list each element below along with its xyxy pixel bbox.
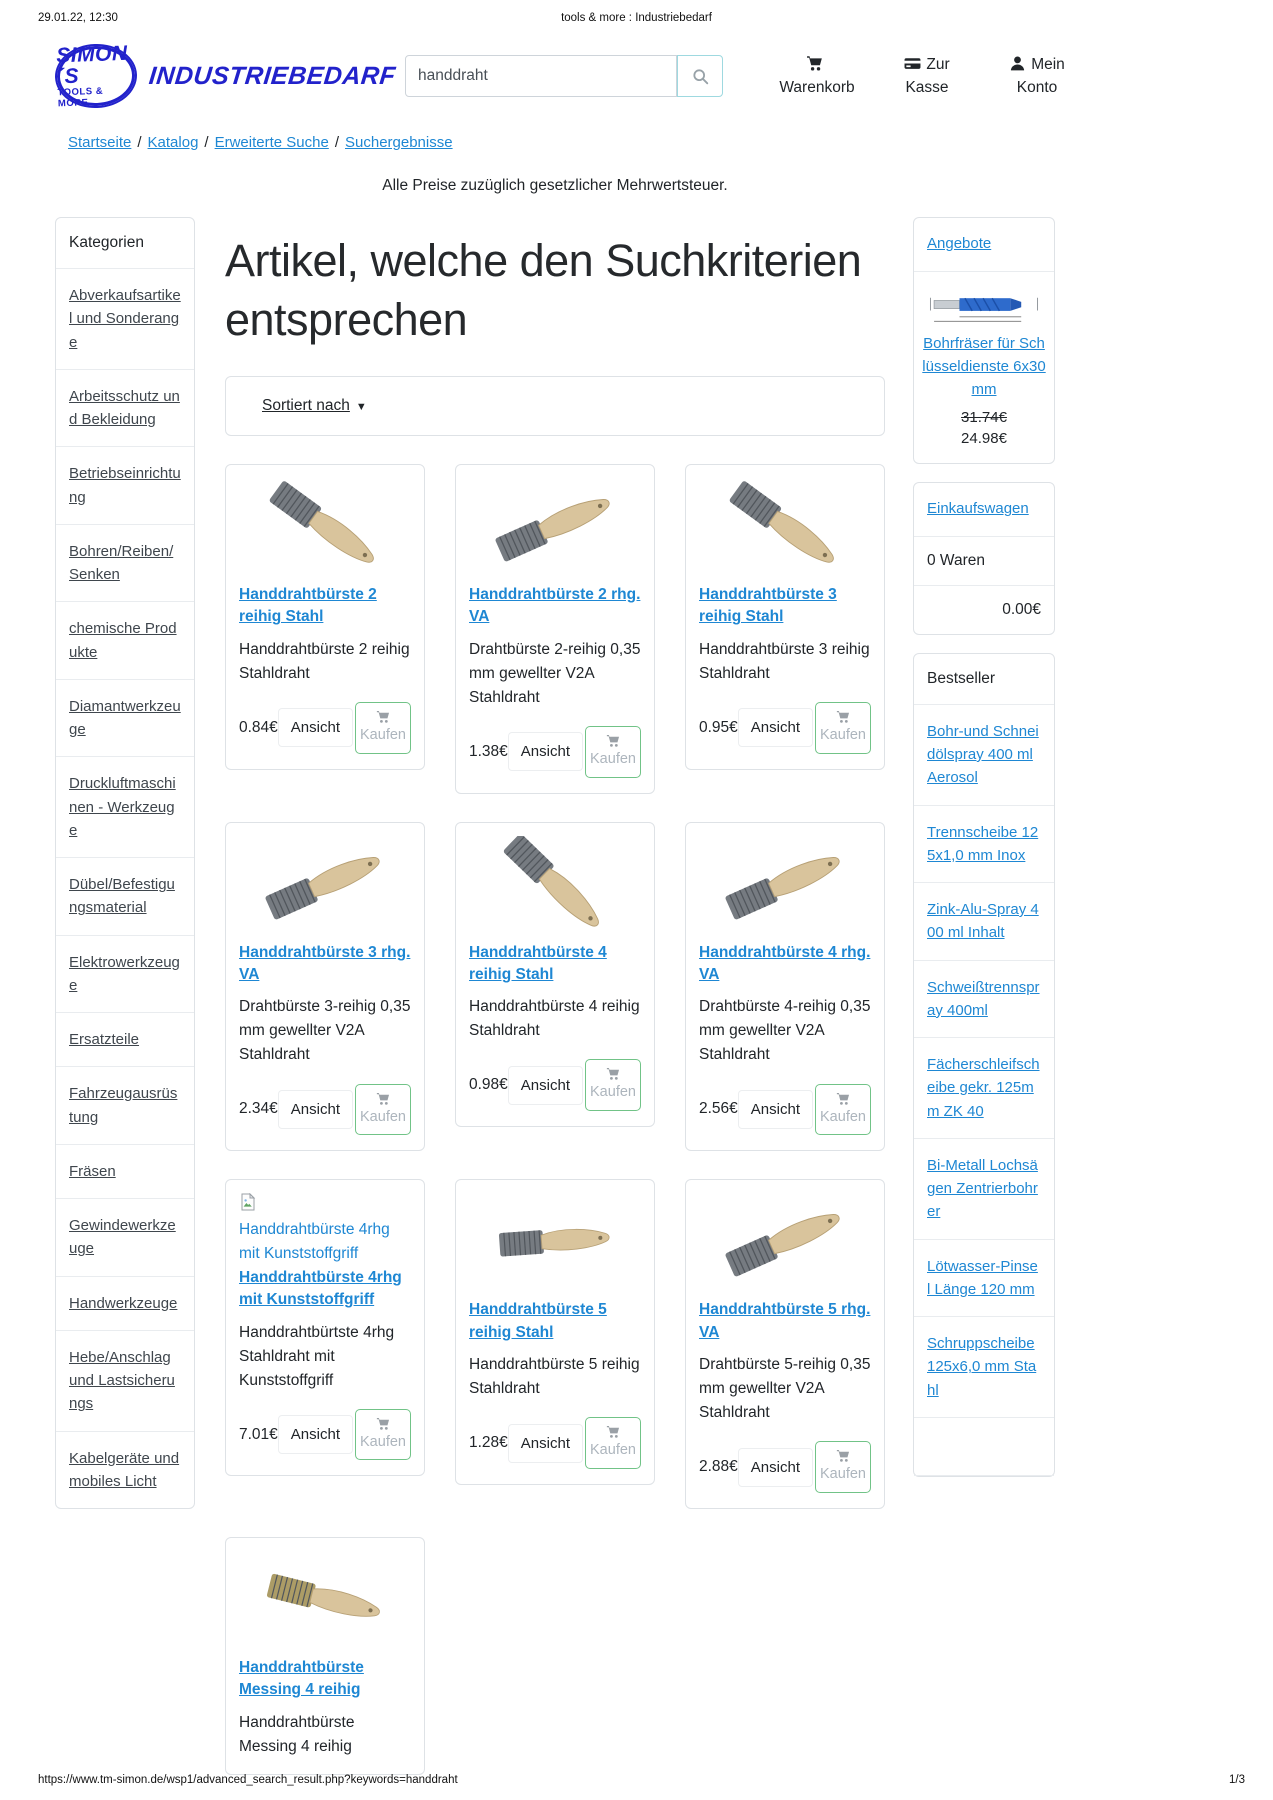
price-row [699,1441,871,1493]
chevron-down-icon: ▼ [355,400,367,413]
bestseller-item[interactable] [914,705,1054,806]
product-image [699,836,871,932]
search-input[interactable] [405,55,677,97]
bestseller-link[interactable]: Zink-Alu-Spray 400 ml Inhalt [927,901,1039,942]
breadcrumb-catalog[interactable]: Katalog [147,134,199,151]
wire-brush-image [716,478,855,574]
offers-header [914,218,1054,272]
bestseller-item[interactable] [914,806,1054,884]
price-row [239,702,411,754]
product-price: 0.98€ [469,1076,508,1094]
category-link[interactable]: Bohren/Reiben/Senken [69,542,174,583]
image-alt-text: Handdrahtbürste 4rhg mit Kunststoffgriff [239,1221,390,1262]
wire-brush-image [488,836,622,932]
offers-link[interactable]: Angebote [927,235,992,252]
broken-product-image [239,1193,411,1265]
product-title-link[interactable]: Handdrahtbürste 4 reihig Stahl [469,943,607,983]
view-button[interactable]: Ansicht [738,1448,813,1487]
bestseller-item[interactable] [914,1317,1054,1418]
product-image [239,1551,411,1647]
breadcrumb-separator: / [334,134,339,151]
sidebar-item-chemische-produkte[interactable] [56,602,194,680]
cart-total: 0.00€ [1002,600,1041,618]
buy-button[interactable] [815,1441,871,1493]
view-button[interactable]: Ansicht [278,1415,353,1454]
product-description: Handdrahtbürste 5 reihig Stahldraht [469,1356,640,1398]
product-title-link[interactable]: Handdrahtbürste 5 rhg. VA [699,1301,871,1341]
logo-name: SIMON´S [55,41,128,89]
buy-button-label: Kaufen [360,726,406,743]
breadcrumb-separator: / [204,134,209,151]
logo-subtitle: TOOLS & MORE [57,85,104,110]
product-card [685,822,885,1152]
buy-button-label: Kaufen [820,1466,866,1483]
view-button[interactable]: Ansicht [738,1090,813,1129]
product-card [225,1179,425,1476]
print-datetime: 29.01.22, 12:30 [38,12,118,24]
product-description: Drahtbürste 5-reihig 0,35 mm gewellter V2A Stahldraht [699,1356,871,1422]
bestseller-link[interactable]: Fächerschleifscheibe gekr. 125mm ZK 40 [927,1056,1040,1120]
credit-card-icon [904,55,921,72]
account-link-label: Mein Konto [1016,55,1065,96]
buy-button[interactable] [355,1409,411,1461]
offer-price: 24.98€ [961,430,1007,448]
cart-icon [605,1425,621,1439]
wire-brush-image [714,836,855,932]
right-sidebar [913,217,1055,1495]
breadcrumb-advanced-search[interactable]: Erweiterte Suche [214,134,329,151]
offer-body [914,272,1054,464]
buy-button[interactable] [815,1084,871,1136]
product-card [455,464,655,794]
sidebar-item-elektrowerkzeuge[interactable] [56,936,194,1014]
cart-icon [806,55,823,72]
wire-brush-image [484,478,625,574]
product-card [685,464,885,770]
cart-icon [375,1092,391,1106]
bestseller-item[interactable] [914,1038,1054,1139]
product-description: Drahtbürste 3-reihig 0,35 mm gewellter V2A Stahldraht [239,998,411,1064]
buy-button-label: Kaufen [590,1084,636,1101]
categories-title: Kategorien [56,218,194,269]
sidebar-item-arbeitsschutz[interactable] [56,370,194,448]
product-title-link[interactable]: Handdrahtbürste Messing 4 reihig [239,1658,364,1699]
category-link[interactable]: Ersatzteile [69,1031,140,1048]
sidebar-item-duebel[interactable] [56,858,194,936]
product-description: Drahtbürste 2-reihig 0,35 mm gewellter V2A Stahldraht [469,640,641,706]
category-link[interactable]: Dübel/Befestigungsmaterial [69,876,175,917]
category-link[interactable]: chemische Produkte [69,620,177,661]
category-link[interactable]: Kabelgeräte und mobiles Licht [69,1449,180,1490]
bestseller-link[interactable]: Schweißtrennspray 400ml [927,978,1040,1019]
product-description: Drahtbürste 4-reihig 0,35 mm gewellter V2A Stahldraht [699,998,871,1064]
sort-dropdown[interactable]: Sortiert nach [262,396,350,414]
buy-button[interactable] [585,1059,641,1111]
categories-sidebar [55,217,195,1509]
buy-button-label: Kaufen [820,1108,866,1125]
bestseller-card [913,653,1055,1477]
cart-icon [375,1417,391,1431]
product-image [469,1193,641,1289]
product-image [469,836,641,932]
view-button[interactable]: Ansicht [508,1066,583,1105]
product-card [225,464,425,770]
product-description: Handdrahtbürtste 4rhg Stahldraht mit Kunststoffgriff [239,1323,395,1389]
content-columns [0,217,1273,1775]
site-logo[interactable] [55,41,397,110]
bestseller-item-clipped [914,1418,1054,1476]
buy-button-label: Kaufen [820,726,866,743]
account-link[interactable] [991,53,1083,100]
product-title-link[interactable]: Handdrahtbürste 3 reihig Stahl [699,585,837,626]
categories-card [55,217,195,1509]
product-card [225,1537,425,1775]
view-button[interactable]: Ansicht [278,1090,353,1129]
category-link[interactable]: Hebe/Anschlag und Lastsicherungs [69,1348,175,1413]
product-price: 0.95€ [699,718,738,736]
cart-item-count: 0 Waren [914,537,1054,586]
bestseller-title: Bestseller [914,654,1054,705]
breadcrumb-home[interactable]: Startseite [68,134,132,151]
product-image [239,836,411,932]
cart-link[interactable] [771,53,863,100]
buy-button[interactable] [355,702,411,754]
product-price: 2.34€ [239,1100,278,1118]
search-icon [692,68,709,85]
buy-button-label: Kaufen [590,1442,636,1459]
category-link[interactable]: Diamantwerkzeuge [69,697,181,738]
cart-icon [835,1449,851,1463]
cart-summary-link[interactable]: Einkaufswagen [927,500,1029,518]
product-card [225,822,425,1152]
bestseller-item[interactable] [914,961,1054,1039]
product-price: 2.88€ [699,1458,738,1476]
category-link[interactable]: Abverkaufsartikel und Sonderange [69,287,181,351]
price-row [469,1417,641,1469]
print-page-indicator: 1/3 [1229,1774,1245,1786]
cart-icon [835,710,851,724]
price-row [699,1084,871,1136]
sidebar-item-betriebseinrichtung[interactable] [56,447,194,525]
sidebar-item-fahrzeugausruestung[interactable] [56,1067,194,1145]
price-row [469,726,641,778]
broken-image-icon [239,1193,257,1211]
sidebar-item-diamantwerkzeuge[interactable] [56,680,194,758]
sidebar-item-kabelgeraete[interactable] [56,1432,194,1509]
product-title-link[interactable]: Handdrahtbürste 3 rhg. VA [239,943,411,983]
product-card [455,822,655,1128]
category-link[interactable]: Fräsen [69,1162,116,1180]
offer-old-price: 31.74€ [961,409,1007,427]
category-link[interactable]: Fahrzeugausrüstung [69,1085,178,1126]
price-row [239,1084,411,1136]
buy-button[interactable] [815,702,871,754]
wire-brush-image [256,478,395,574]
bestseller-link[interactable]: Lötwasser-Pinsel Länge 120 mm [927,1257,1038,1298]
bestseller-item[interactable] [914,883,1054,961]
product-image [699,478,871,574]
product-price: 1.28€ [469,1434,508,1452]
product-image [239,478,411,574]
product-title-link[interactable]: Handdrahtbürste 2 reihig Stahl [239,585,377,626]
search-bar [405,55,723,97]
bestseller-link[interactable]: Schruppscheibe 125x6,0 mm Stahl [927,1335,1037,1399]
cart-icon [835,1092,851,1106]
offers-card [913,217,1055,464]
cart-icon [375,710,391,724]
bestseller-link[interactable]: Trennscheibe 125x1,0 mm Inox [927,823,1039,864]
product-description: Handdrahtbürste 4 reihig Stahldraht [469,998,640,1040]
category-link[interactable]: Elektrowerkzeuge [69,953,180,994]
tax-notice: Alle Preise zuzüglich gesetzlicher Mehrwertsteuer. [382,177,728,194]
product-image [699,1193,871,1289]
logo-oval [54,43,138,110]
price-row [239,1409,411,1461]
view-button[interactable]: Ansicht [508,732,583,771]
bestseller-link[interactable]: Bohr-und Schneidölspray 400 ml Aerosol [927,722,1039,787]
product-title-link[interactable]: Handdrahtbürste 4rhg mit Kunststoffgriff [239,1268,402,1309]
price-row [469,1059,641,1111]
category-link[interactable]: Betriebseinrichtung [69,465,181,506]
product-title-link[interactable]: Handdrahtbürste 2 rhg. VA [469,585,641,626]
wire-brush-image [254,836,395,932]
cart-icon [605,1067,621,1081]
buy-button[interactable] [585,1417,641,1469]
checkout-link[interactable] [881,53,973,100]
product-description: Handdrahtbürste 3 reihig Stahldraht [699,640,870,682]
brass-wire-brush-image [259,1557,391,1642]
cart-link-label: Warenkorb [779,79,855,96]
breadcrumb-search-results[interactable]: Suchergebnisse [345,134,453,151]
buy-button-label: Kaufen [590,750,636,767]
search-results-main [225,217,885,1775]
header-nav [771,53,1083,100]
print-document-title: tools & more : Industriebedarf [561,12,712,24]
product-title-link[interactable]: Handdrahtbürste 4 rhg. VA [699,943,871,983]
offer-product-link[interactable]: Bohrfräser für Schlüsseldienste 6x30mm [922,334,1046,398]
category-link[interactable]: Druckluftmaschinen - Werkzeuge [69,775,176,839]
product-grid [225,464,885,1775]
search-button[interactable] [677,55,723,97]
view-button[interactable]: Ansicht [738,708,813,747]
sidebar-item-gewindewerkzeuge[interactable] [56,1199,194,1277]
product-image [469,478,641,574]
breadcrumb-separator: / [137,134,142,151]
sidebar-item-druckluftmaschinen[interactable] [56,757,194,858]
product-price: 1.38€ [469,742,508,760]
cart-summary-header [914,483,1054,537]
sort-bar [225,376,885,436]
wire-brush-image [714,1193,855,1289]
buy-button-label: Kaufen [360,1433,406,1450]
view-button[interactable]: Ansicht [508,1424,583,1463]
bestseller-item[interactable] [914,1240,1054,1318]
logo-brand-text: INDUSTRIEBEDARF [147,61,397,90]
wire-brush-image [494,1210,615,1273]
print-url: https://www.tm-simon.de/wsp1/advanced_search_result.php?keywords=handdraht [38,1774,458,1786]
sidebar-item-hebe-anschlag[interactable] [56,1331,194,1432]
sidebar-item-handwerkzeuge[interactable] [56,1277,194,1331]
buy-button[interactable] [585,726,641,778]
category-link[interactable]: Gewindewerkzeuge [69,1217,176,1258]
bestseller-item[interactable] [914,1139,1054,1240]
breadcrumb [0,108,1273,151]
product-description: Handdrahtbürste Messing 4 reihig [239,1713,355,1755]
product-price: 0.84€ [239,718,278,736]
product-price: 2.56€ [699,1100,738,1118]
sidebar-item-ersatzteile[interactable] [56,1013,194,1067]
checkout-link-label: Zur Kasse [905,55,950,96]
sidebar-item-fraesen[interactable] [56,1145,194,1199]
buy-button-label: Kaufen [360,1108,406,1125]
sidebar-item-abverkaufsartikel[interactable] [56,269,194,370]
product-description: Handdrahtbürste 2 reihig Stahldraht [239,640,410,682]
person-icon [1009,55,1026,72]
view-button[interactable]: Ansicht [278,708,353,747]
product-price: 7.01€ [239,1425,278,1443]
drill-bit-image [925,286,1043,324]
cart-icon [605,734,621,748]
category-link[interactable]: Handwerkzeuge [69,1294,178,1312]
page-title: Artikel, welche den Suchkriterien entsprechen [225,235,862,346]
cart-summary-card [913,482,1055,635]
category-link[interactable]: Arbeitsschutz und Bekleidung [69,387,180,428]
product-title-link[interactable]: Handdrahtbürste 5 reihig Stahl [469,1301,607,1341]
product-card [455,1179,655,1485]
product-card [685,1179,885,1509]
bestseller-link[interactable]: Bi-Metall Lochsägen Zentrierbohrer [927,1156,1038,1221]
price-row [699,702,871,754]
sidebar-item-bohren[interactable] [56,525,194,603]
buy-button[interactable] [355,1084,411,1136]
